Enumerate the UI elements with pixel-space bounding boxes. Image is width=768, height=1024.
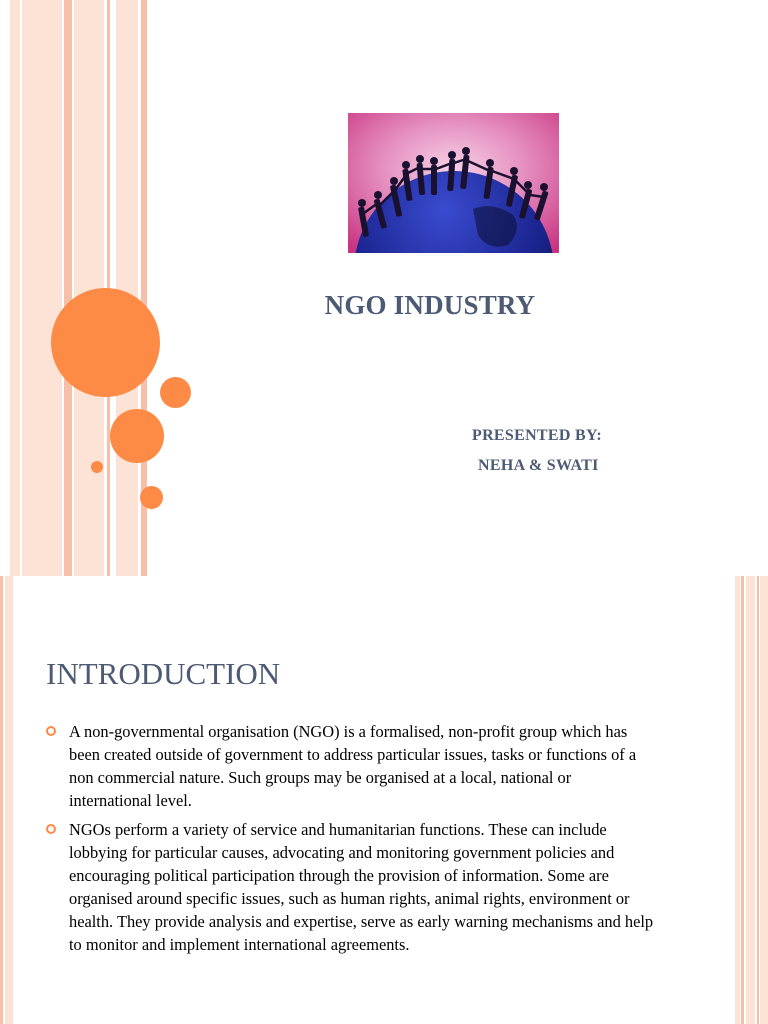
bullet-text: A non-governmental organisation (NGO) is a formalised, non-profit group which has been created outside of government to address particular issues, tasks or functions of a non commercial nature. Such groups may be organised at a local, national or international level. xyxy=(69,722,637,810)
bullet-circle-icon xyxy=(46,824,56,834)
decor-stripe xyxy=(746,576,755,1024)
decor-stripe xyxy=(5,576,13,1024)
decor-stripe xyxy=(64,0,72,576)
bullet-circle-icon xyxy=(46,726,56,736)
decor-stripe xyxy=(22,0,62,576)
decor-stripe xyxy=(0,576,3,1024)
slide-title: NGO INDUSTRY xyxy=(324,290,536,320)
decor-stripe xyxy=(760,576,768,1024)
list-item xyxy=(44,720,654,812)
bullet-list xyxy=(44,720,654,962)
decor-stripe xyxy=(757,576,759,1024)
decor-circle xyxy=(160,377,191,408)
presenter-names: NEHA & SWATI xyxy=(478,457,599,474)
section-title: INTRODUCTION xyxy=(46,656,281,691)
bullet-text: NGOs perform a variety of service and humanitarian functions. These can include lobbying for particular causes, advocating and monitoring government policies and encouraging political participation through the provision of information. Some are organised around specific issues, such as human rights, animal rights, environment or health. They provide analysis and expertise, serve as early warning mechanisms and help to monitor and implement international agreements. xyxy=(69,820,654,954)
introduction-slide xyxy=(0,576,768,1024)
decor-circle xyxy=(91,461,103,473)
decor-stripe xyxy=(735,576,740,1024)
decor-circle xyxy=(110,409,164,463)
presented-by-label: PRESENTED BY: xyxy=(472,427,603,444)
decor-circle xyxy=(140,486,163,509)
decor-circle-large xyxy=(51,288,160,397)
decor-stripe xyxy=(116,0,138,576)
list-item xyxy=(44,818,654,956)
decor-stripe xyxy=(741,576,744,1024)
decor-stripe xyxy=(10,0,20,576)
people-on-globe-image xyxy=(348,113,559,253)
